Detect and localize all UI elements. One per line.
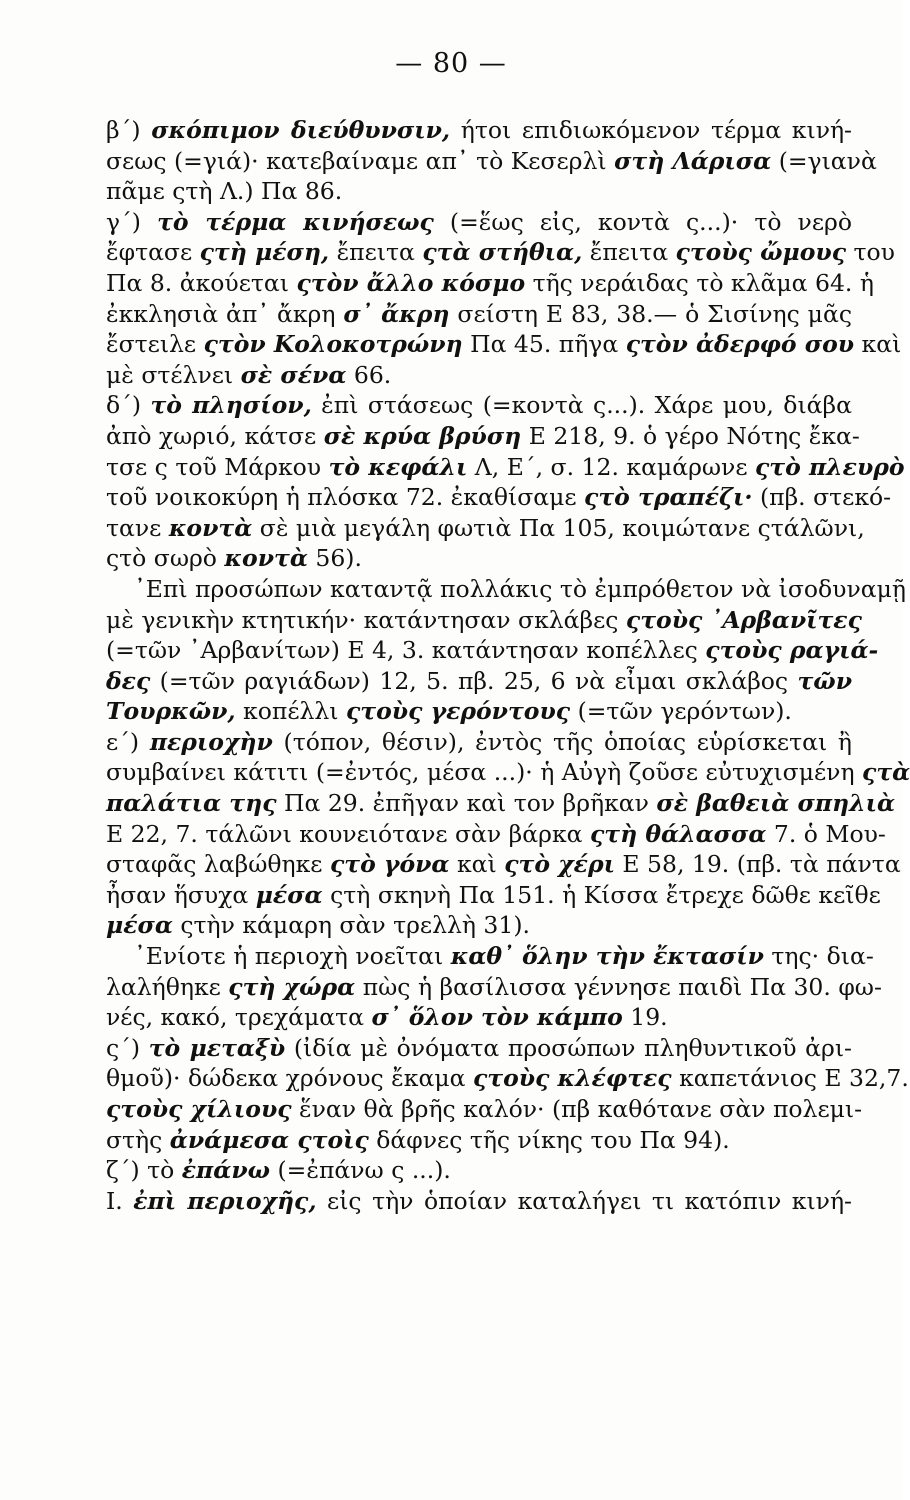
text-run: 66. — [346, 360, 392, 389]
emphasized-phrase: ςτὸ πλευρὸ — [755, 452, 905, 481]
text-run: λαλήθηκε — [106, 972, 229, 1001]
text-line — [106, 605, 862, 636]
text-run: ήτοι επιδιωκόμενον τέρμα κινή- — [450, 116, 853, 144]
text-run: Ι. — [106, 1186, 134, 1215]
text-line — [106, 146, 877, 177]
text-line — [106, 482, 892, 513]
emphasized-phrase: ςτοὺς ραγιά- — [705, 636, 879, 665]
emphasized-phrase: ςτὸν ἀδερφό σου — [625, 330, 855, 359]
text-run: καὶ — [449, 850, 505, 879]
text-line — [106, 421, 860, 452]
text-line — [106, 635, 879, 666]
text-line — [106, 849, 901, 880]
emphasized-phrase: δες — [106, 666, 151, 695]
text-line — [106, 268, 874, 299]
text-line — [106, 360, 852, 391]
text-run: τοῦ νοικοκύρη ἡ πλόσκα 72. ἐκαθίσαμε — [106, 483, 585, 512]
emphasized-phrase: μέσα — [106, 911, 173, 940]
text-run: κοπέλλι — [235, 697, 346, 726]
text-run: 56). — [307, 544, 362, 573]
text-run: ἐπὶ στάσεως (=κοντὰ ς...). Χάρε μου, διάβα — [311, 391, 852, 420]
text-run: Λ, Ε΄, σ. 12. καμάρωνε — [467, 452, 755, 481]
text-run: καπετάνιος Ε 32,7. — [671, 1064, 909, 1093]
text-run: 19. — [622, 1003, 668, 1032]
emphasized-phrase: κοντὰ — [224, 544, 308, 573]
text-line — [106, 237, 895, 268]
text-run: του — [846, 238, 895, 267]
text-run: (πβ. στεκό- — [752, 483, 892, 512]
text-run: ἔστειλε — [106, 330, 204, 359]
text-line — [106, 1002, 852, 1033]
text-run: Ε 58, 19. (πβ. τὰ πάντα — [614, 850, 901, 879]
text-run: 7. ὁ Μου- — [766, 819, 886, 848]
text-line — [106, 176, 852, 207]
text-run: ςτὴ σκηνὴ Πα 151. ἡ Κίσσα ἔτρεχε δῶθε κεῖθε — [322, 880, 881, 909]
text-run: τανε — [106, 513, 169, 542]
text-run: ἔφτασε — [106, 238, 200, 267]
text-run: (=τῶν ᾿Αρβανίτων) Ε 4, 3. κατάντησαν κοπέλλες — [106, 636, 706, 665]
text-run: β΄) — [106, 116, 152, 144]
text-run: Πα 45. πῆγα — [462, 330, 626, 359]
text-run: ςτὸ σωρὸ — [106, 544, 225, 573]
emphasized-phrase: ςτοὺς ᾿Αρβανῖτες — [625, 605, 862, 634]
text-line — [106, 1186, 852, 1217]
emphasized-phrase: σ᾿ ἄκρη — [343, 299, 450, 328]
text-run: μὲ γενικὴν κτητικήν· κατάντησαν σκλάβες — [106, 605, 626, 634]
text-run: καὶ — [854, 330, 902, 359]
text-line — [106, 543, 852, 574]
text-line — [106, 880, 881, 911]
emphasized-phrase: ἐπάνω — [181, 1156, 271, 1185]
text-run: ἔπειτα — [329, 238, 423, 267]
text-line — [106, 329, 902, 360]
text-run: ᾿Επὶ προσώπων καταντᾷ πολλάκις τὸ ἐμπρόθετον νὰ ἰσοδυναμῇ — [134, 574, 906, 603]
emphasized-phrase: σκόπιμον διεύθυνσιν, — [151, 116, 451, 144]
text-run: (=τῶν γερόντων). — [570, 697, 792, 726]
text-line — [106, 972, 882, 1003]
emphasized-phrase: μέσα — [255, 880, 323, 909]
emphasized-phrase: κοντὰ — [168, 513, 253, 542]
text-run: Ε 22, 7. τάλῶνι κουνειότανε σὰν βάρκα — [106, 819, 590, 848]
text-run: εἰς τὴν ὁποίαν καταλήγει τι κατόπιν κινή- — [316, 1186, 852, 1215]
emphasized-phrase: ςτὰ στήθια, — [422, 238, 583, 267]
text-run: νές, κακό, τρεχάματα — [106, 1003, 372, 1032]
emphasized-phrase: σὲ κρύα βρύση — [323, 421, 522, 450]
emphasized-phrase: ςτοὺς χίλιους — [106, 1095, 292, 1123]
text-line — [106, 788, 896, 819]
text-run: δ΄) — [106, 391, 151, 420]
text-run: (=τῶν ραγιάδων) 12, 5. πβ. 25, 6 νὰ εἶμαι σκλάβος — [150, 666, 798, 695]
text-run: Πα 29. ἐπῆγαν καὶ τον βρῆκαν — [276, 789, 657, 818]
text-run: ἕναν θὰ βρῆς καλόν· (πβ καθότανε σὰν πολεμι- — [291, 1095, 863, 1123]
text-line — [106, 115, 852, 146]
text-run: ἔπειτα — [582, 238, 676, 267]
emphasized-phrase: στὴ Λάρισα — [614, 146, 772, 175]
emphasized-phrase: ἐπὶ περιοχῆς, — [133, 1186, 317, 1215]
emphasized-phrase: σὲ βαθειὰ σπηλιὰ — [656, 789, 896, 818]
text-run: σεως (=γιά)· κατεβαίναμε απ᾿ τὸ Κεσερλὶ — [106, 146, 615, 175]
text-run: πᾶμε ςτὴ Λ.) Πα 86. — [106, 177, 343, 206]
text-line — [106, 513, 865, 544]
text-run: σὲ μιὰ μεγάλη φωτιὰ Πα 105, κοιμώτανε ςτάλῶνι, — [252, 513, 865, 542]
text-run: ζ΄) τὸ — [106, 1156, 182, 1185]
text-run: γ΄) — [106, 207, 158, 236]
emphasized-phrase: παλάτια της — [106, 789, 277, 818]
text-run: (τόπον, θέσιν), ἐντὸς τῆς ὁποίας εὑρίσκεται ἢ — [272, 727, 852, 756]
text-line — [106, 452, 905, 483]
text-run: ς΄) — [106, 1033, 149, 1062]
text-line — [106, 910, 852, 941]
text-run: (=ἕως εἰς, κοντὰ ς...)· τὸ νερὸ — [433, 207, 852, 236]
text-run: ἐκκλησιὰ ἀπ᾿ ἄκρη — [106, 299, 344, 328]
emphasized-phrase: ςτὸ χέρι — [504, 850, 615, 879]
text-line — [106, 299, 852, 330]
text-run: τῆς νεράιδας τὸ κλᾶμα 64. ἡ — [525, 268, 874, 297]
text-line — [106, 819, 886, 850]
text-line — [106, 1155, 852, 1186]
text-run: μὲ στέλνει — [106, 360, 241, 389]
text-run: σείστη Ε 83, 38.— ὁ Σισίνης μᾶς — [449, 299, 852, 328]
text-run: ςτὴν κάμαρη σὰν τρελλὴ 31). — [172, 911, 530, 940]
emphasized-phrase: τῶν — [797, 666, 852, 695]
emphasized-phrase: τὸ κεφάλι — [328, 452, 468, 481]
text-run: στὴς — [106, 1125, 170, 1154]
text-run: (=ἐπάνω ς ...). — [270, 1156, 451, 1185]
emphasized-phrase: ςτὴ μέση, — [199, 238, 330, 267]
text-line — [106, 1063, 909, 1094]
text-run: (=γιανὰ — [771, 146, 877, 175]
emphasized-phrase: καθ᾿ ὅλην τὴν ἔκτασίν — [450, 942, 764, 971]
text-line — [106, 1094, 863, 1125]
text-run: ᾿Ενίοτε ἡ περιοχὴ νοεῖται — [134, 942, 451, 971]
text-run: (ἰδία μὲ ὀνόματα προσώπων πληθυντικοῦ ἀρι- — [285, 1033, 852, 1062]
text-line — [106, 757, 910, 788]
emphasized-phrase: ςτὰ — [862, 758, 910, 787]
text-run: σταφᾶς λαβώθηκε — [106, 850, 330, 879]
emphasized-phrase: τὸ πλησίον, — [150, 391, 312, 420]
text-run: πὼς ἡ βασίλισσα γέννησε παιδὶ Πα 30. φω- — [355, 972, 882, 1001]
emphasized-phrase: ἀνάμεσα ςτοὶς — [169, 1125, 369, 1154]
text-line — [106, 390, 852, 421]
text-run: τσε ς τοῦ Μάρκου — [106, 452, 329, 481]
text-line — [106, 666, 852, 697]
text-run: δάφνες τῆς νίκης του Πα 94). — [368, 1125, 730, 1154]
emphasized-phrase: τὸ τέρμα κινήσεως — [157, 207, 434, 236]
emphasized-phrase: ςτὴ θάλασσα — [589, 819, 767, 848]
text-run: θμοῦ)· δώδεκα χρόνους ἔκαμα — [106, 1064, 473, 1093]
emphasized-phrase: ςτοὺς γερόντους — [345, 697, 571, 726]
emphasized-phrase: περιοχὴν — [149, 727, 273, 756]
emphasized-phrase: σ᾿ ὅλον τὸν κάμπο — [371, 1003, 623, 1032]
text-line — [106, 207, 852, 238]
text-run: ε΄) — [106, 727, 150, 756]
text-run: ἀπὸ χωριό, κάτσε — [106, 421, 324, 450]
emphasized-phrase: ςτὸν ἄλλο κόσμο — [296, 268, 526, 297]
page-number: — 80 — — [395, 48, 507, 79]
text-run: ἦσαν ἥσυχα — [106, 880, 256, 909]
emphasized-phrase: σὲ σένα — [240, 360, 347, 389]
text-line — [106, 574, 906, 605]
emphasized-phrase: ςτὸ γόνα — [329, 850, 450, 879]
text-run: Ε 218, 9. ὁ γέρο Νότης ἔκα- — [521, 421, 860, 450]
emphasized-phrase: Τουρκῶν, — [106, 697, 236, 726]
emphasized-phrase: ςτοὺς ὤμους — [675, 238, 847, 267]
emphasized-phrase: τὸ μεταξὺ — [148, 1033, 286, 1062]
emphasized-phrase: ςτὴ χώρα — [228, 972, 356, 1001]
emphasized-phrase: ςτὸ τραπέζι· — [584, 483, 753, 512]
emphasized-phrase: ςτὸν Κολοκοτρώνη — [203, 330, 463, 359]
text-run: Πα 8. ἀκούεται — [106, 268, 297, 297]
emphasized-phrase: ςτοὺς κλέφτες — [472, 1064, 672, 1093]
text-line — [106, 696, 852, 727]
text-line — [106, 1033, 852, 1064]
text-line — [106, 727, 852, 758]
text-run: συμβαίνει κάτιτι (=ἐντός, μέσα ...)· ἡ Αὐγὴ ζοῦσε εὐτυχισμένη — [106, 758, 863, 787]
body-text — [106, 115, 910, 1216]
text-line — [106, 1125, 852, 1156]
text-run: της· δια- — [763, 942, 874, 971]
text-line — [106, 941, 874, 972]
